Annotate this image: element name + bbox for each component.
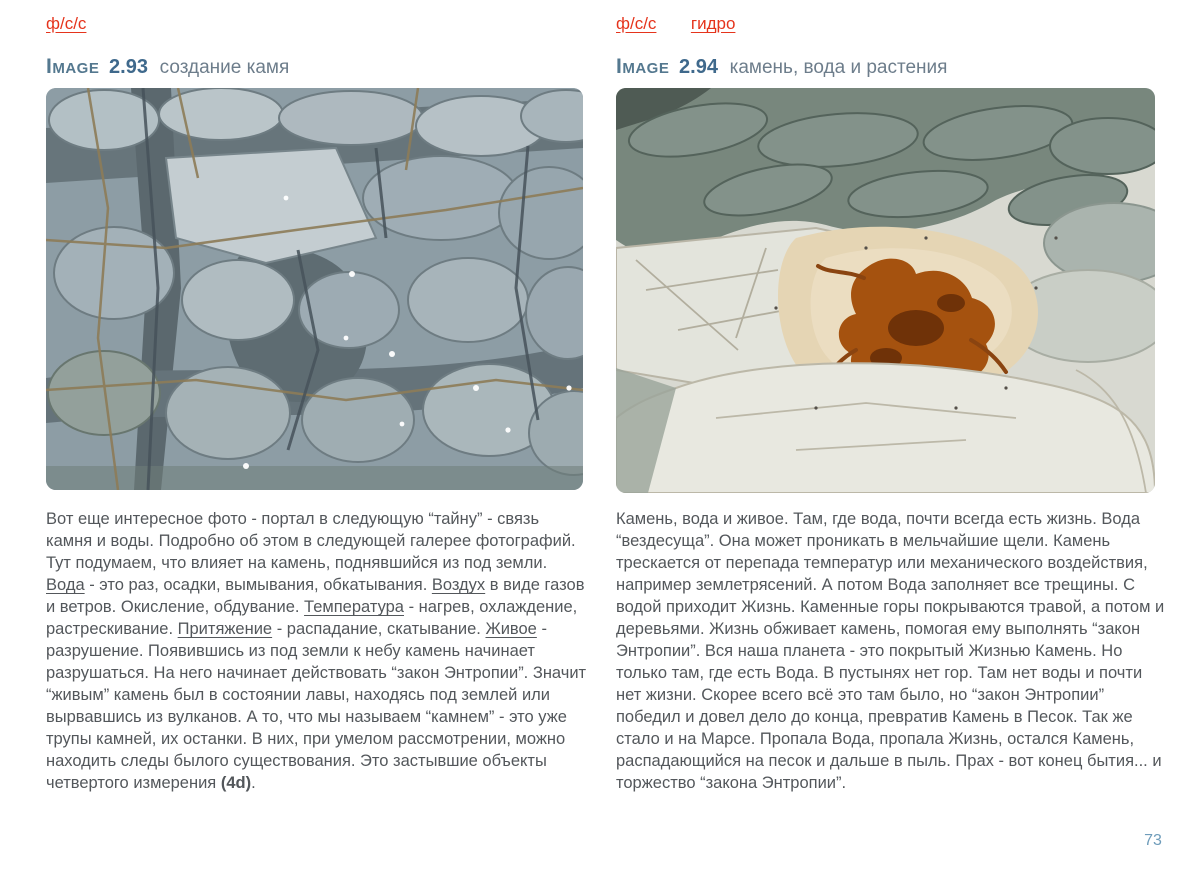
right-paragraph [616, 508, 1168, 794]
page-number: 73 [1144, 832, 1162, 849]
figure-caption: создание камя [159, 57, 290, 78]
text-segment: - нагрев, охлаждение, растрескивание. [46, 598, 578, 638]
text-segment: - разрушение. Появившись из под земли к небу камень начинает разрушаться. На него начинает действовать “закон Энтропии”. Значит “живым” камень был в состоянии лавы, находясь под землей или вырвавшись из вулканов. А то, что мы называем “камнем” - это уже трупы камней, их останки. В них, при умелом рассмотрении, можно находить следы былого существования. Это застывшие объекты четвертого измерения [46, 620, 587, 792]
text-segment: Камень, вода и живое. Там, где вода, почти всегда есть жизнь. Вода “вездесуща”. Она может проникать в мельчайшие щели. Камень трескается от перепада температур или механического воздействия, например землетрясений. А потом Вода заполняет все трещины. С водой приходит Жизнь. Каменные горы покрываются травой, а потом и деревьями. Жизнь обживает камень, помогая ему выполнять “закон Энтропии”. Вся наша планета - это покрытый Жизнью Камень. Но только там, где есть Вода. В пустынях нет гор. Там нет воды и почти нет жизни. Скорее всего всё это там было, но “закон Энтропии” победил и довел дело до конца, превратив Камень в Песок. Так же стало и на Марсе. Пропала Вода, пропала Жизнь, остался Камень, распадающийся на песок и дальше в пыль. Прах - вот конец бытия... и торжество “закона Энтропии”. [616, 510, 1165, 792]
left-paragraph [46, 508, 589, 794]
text-segment: Вода [46, 576, 85, 594]
text-segment: - это раз, осадки, вымывания, обкатывания. [84, 576, 432, 594]
link-gidro[interactable]: гидро [690, 14, 736, 33]
figure-title-2-94 [616, 52, 947, 80]
text-segment: (4d) [220, 774, 252, 792]
text-segment: . [251, 774, 256, 792]
text-segment: Воздух [431, 576, 486, 594]
rock-photo-stone-water-plants [616, 88, 1155, 493]
text-segment: в виде газов и ветров. Окисление, обдувание. [46, 576, 585, 616]
text-segment: Вот еще интересное фото - портал в следующую “тайну” - связь камня и воды. Подробно об этом в следующей галерее фотографий. Тут подумаем, что влияет на камень, поднявшийся из под земли. [46, 510, 576, 572]
link-fss-left[interactable]: ф/с/с [46, 14, 87, 33]
link-fss-right[interactable]: ф/с/с [616, 14, 657, 33]
figure-label: Image [616, 55, 670, 78]
text-segment: Притяжение [177, 620, 273, 638]
text-segment: Живое [485, 620, 537, 638]
figure-title-2-93 [46, 52, 289, 80]
figure-number: 2.94 [679, 56, 718, 78]
left-links-row [46, 14, 116, 38]
text-segment: Температура [304, 598, 404, 616]
figure-number: 2.93 [109, 56, 148, 78]
figure-label: Image [46, 55, 100, 78]
rock-photo-right-art [616, 88, 1155, 493]
rock-photo-creation-of-stone [46, 88, 583, 490]
rock-photo-left-art [46, 88, 583, 490]
text-segment: - распадание, скатывание. [272, 620, 486, 638]
right-links-row [616, 14, 765, 38]
figure-caption: камень, вода и растения [729, 57, 948, 78]
